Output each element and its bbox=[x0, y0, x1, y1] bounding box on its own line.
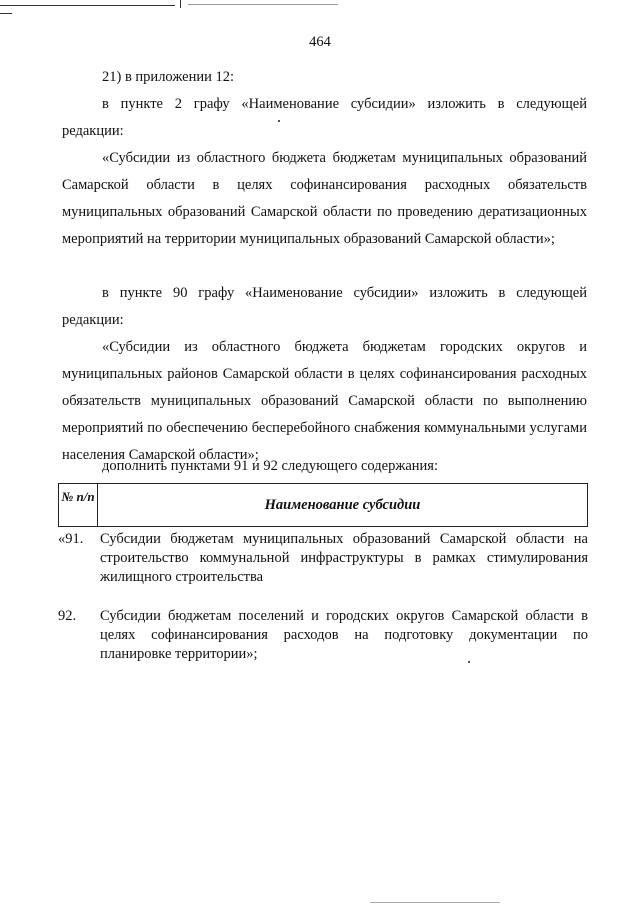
header-name: Наименование субсидии bbox=[264, 497, 421, 513]
paragraph-instruction-2: в пункте 90 графу «Наименование субсидии» изложить в следующей редакции: bbox=[62, 285, 587, 328]
table-header bbox=[58, 483, 588, 527]
row-number: 92. bbox=[58, 608, 77, 624]
paragraph-quote-1: «Субсидии из областного бюджета бюджетам муниципальных образований Самарской области в целях софинансирования расходных обязательств муниципальных образований Самарской области по проведению дератизационных мероприятий на территории муниципальных образований Самарской области»; bbox=[62, 150, 587, 247]
scan-speck bbox=[278, 120, 280, 122]
row-text: Субсидии бюджетам муниципальных образований Самарской области на строительство коммунальной инфраструктуры в рамках стимулирования жилищного строительства bbox=[100, 531, 588, 585]
table-row bbox=[58, 530, 588, 587]
table-row bbox=[58, 607, 588, 664]
scan-speck bbox=[468, 661, 470, 663]
scan-edge-line bbox=[188, 4, 338, 5]
scan-edge-line bbox=[0, 5, 175, 6]
scan-edge-tick bbox=[180, 0, 181, 8]
header-number: № п/п bbox=[59, 484, 98, 526]
paragraph-quote-2: «Субсидии из областного бюджета бюджетам городских округов и муниципальных районов Самарской области в целях софинансирования расходных обязательств муниципальных образований Самарской области по выполнению мероприятий по обеспечению бесперебойного снабжения коммунальными услугами населения Самарской области»; bbox=[62, 339, 587, 463]
row-number: «91. bbox=[58, 531, 84, 547]
paragraph-instruction-1: в пункте 2 графу «Наименование субсидии» изложить в следующей редакции: bbox=[62, 96, 587, 139]
row-text: Субсидии бюджетам поселений и городских округов Самарской области в целях софинансирования расходов на подготовку документации по планировке территории»; bbox=[100, 608, 588, 662]
scan-edge-line bbox=[0, 13, 12, 14]
paragraph-item-21: 21) в приложении 12: bbox=[102, 69, 235, 85]
scan-edge-line bbox=[370, 902, 500, 903]
page-number: 464 bbox=[309, 34, 331, 50]
paragraph-instruction-3: дополнить пунктами 91 и 92 следующего содержания: bbox=[102, 458, 438, 474]
subsidy-table bbox=[58, 483, 588, 664]
